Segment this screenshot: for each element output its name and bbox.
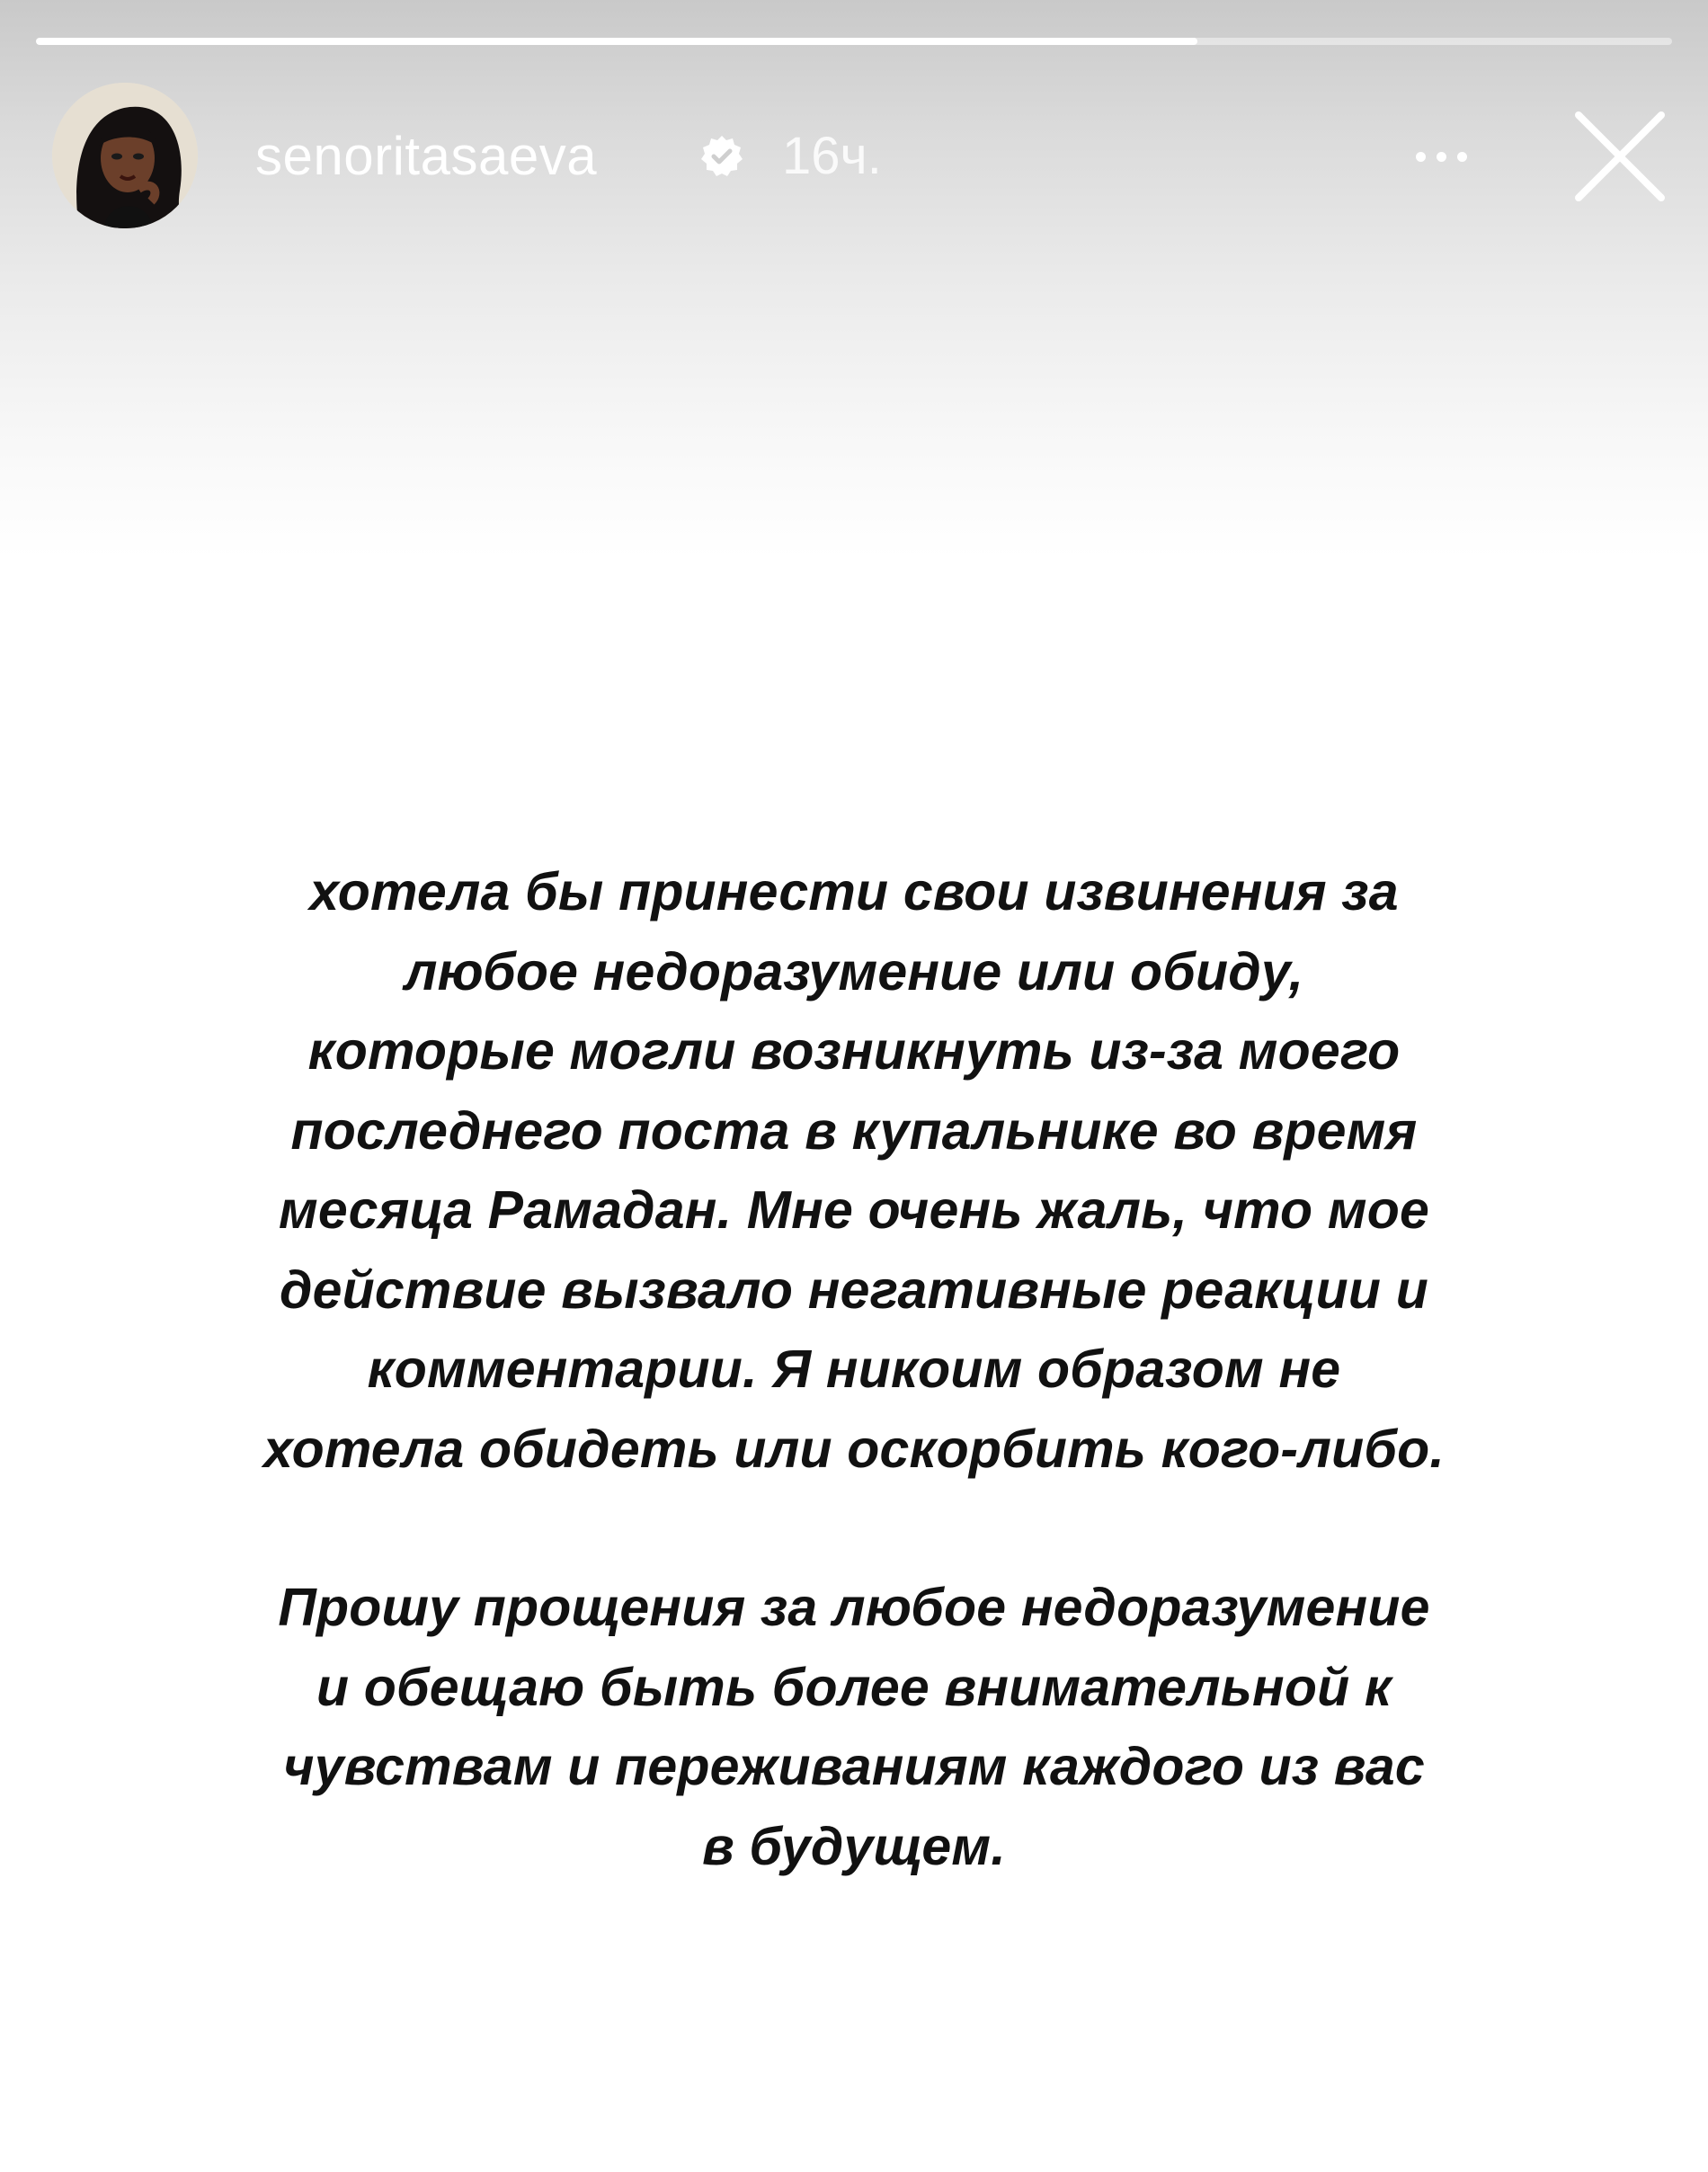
message-line: хотела бы принести свои извинения за <box>309 862 1399 921</box>
message-line: и обещаю быть более внимательной к <box>316 1657 1392 1717</box>
more-dots-icon <box>1437 152 1446 162</box>
message-line: хотела обидеть или оскорбить кого-либо. <box>263 1419 1445 1479</box>
paragraph-gap <box>180 1489 1528 1568</box>
close-icon[interactable] <box>1562 99 1677 214</box>
avatar-illustration <box>52 83 198 228</box>
story-text-message <box>180 852 1528 1886</box>
message-line: которые могли возникнуть из-за моего <box>307 1021 1401 1081</box>
message-line: чувствам и переживаниям каждого из вас <box>283 1737 1425 1796</box>
more-dots-icon <box>1457 152 1467 162</box>
story-header <box>52 83 1670 228</box>
post-timestamp: 16ч. <box>782 127 882 185</box>
more-dots-icon <box>1416 152 1426 162</box>
more-options-button[interactable] <box>1392 129 1490 183</box>
story-progress-fill <box>36 38 1197 45</box>
story-progress-bar <box>36 38 1672 45</box>
username[interactable]: senoritasaeva <box>255 126 598 186</box>
message-line: действие вызвало негативные реакции и <box>279 1260 1428 1320</box>
message-line: комментарии. Я никоим образом не <box>367 1340 1341 1399</box>
message-line: любое недоразумение или обиду, <box>404 941 1304 1001</box>
message-line: месяца Рамадан. Мне очень жаль, что мое <box>279 1180 1429 1240</box>
avatar[interactable] <box>52 83 198 228</box>
message-line: последнего поста в купальнике во время <box>290 1100 1418 1161</box>
verified-badge-icon <box>699 134 744 179</box>
message-line: в будущем. <box>702 1816 1006 1876</box>
message-line: Прошу прощения за любое недоразумение <box>278 1578 1430 1637</box>
